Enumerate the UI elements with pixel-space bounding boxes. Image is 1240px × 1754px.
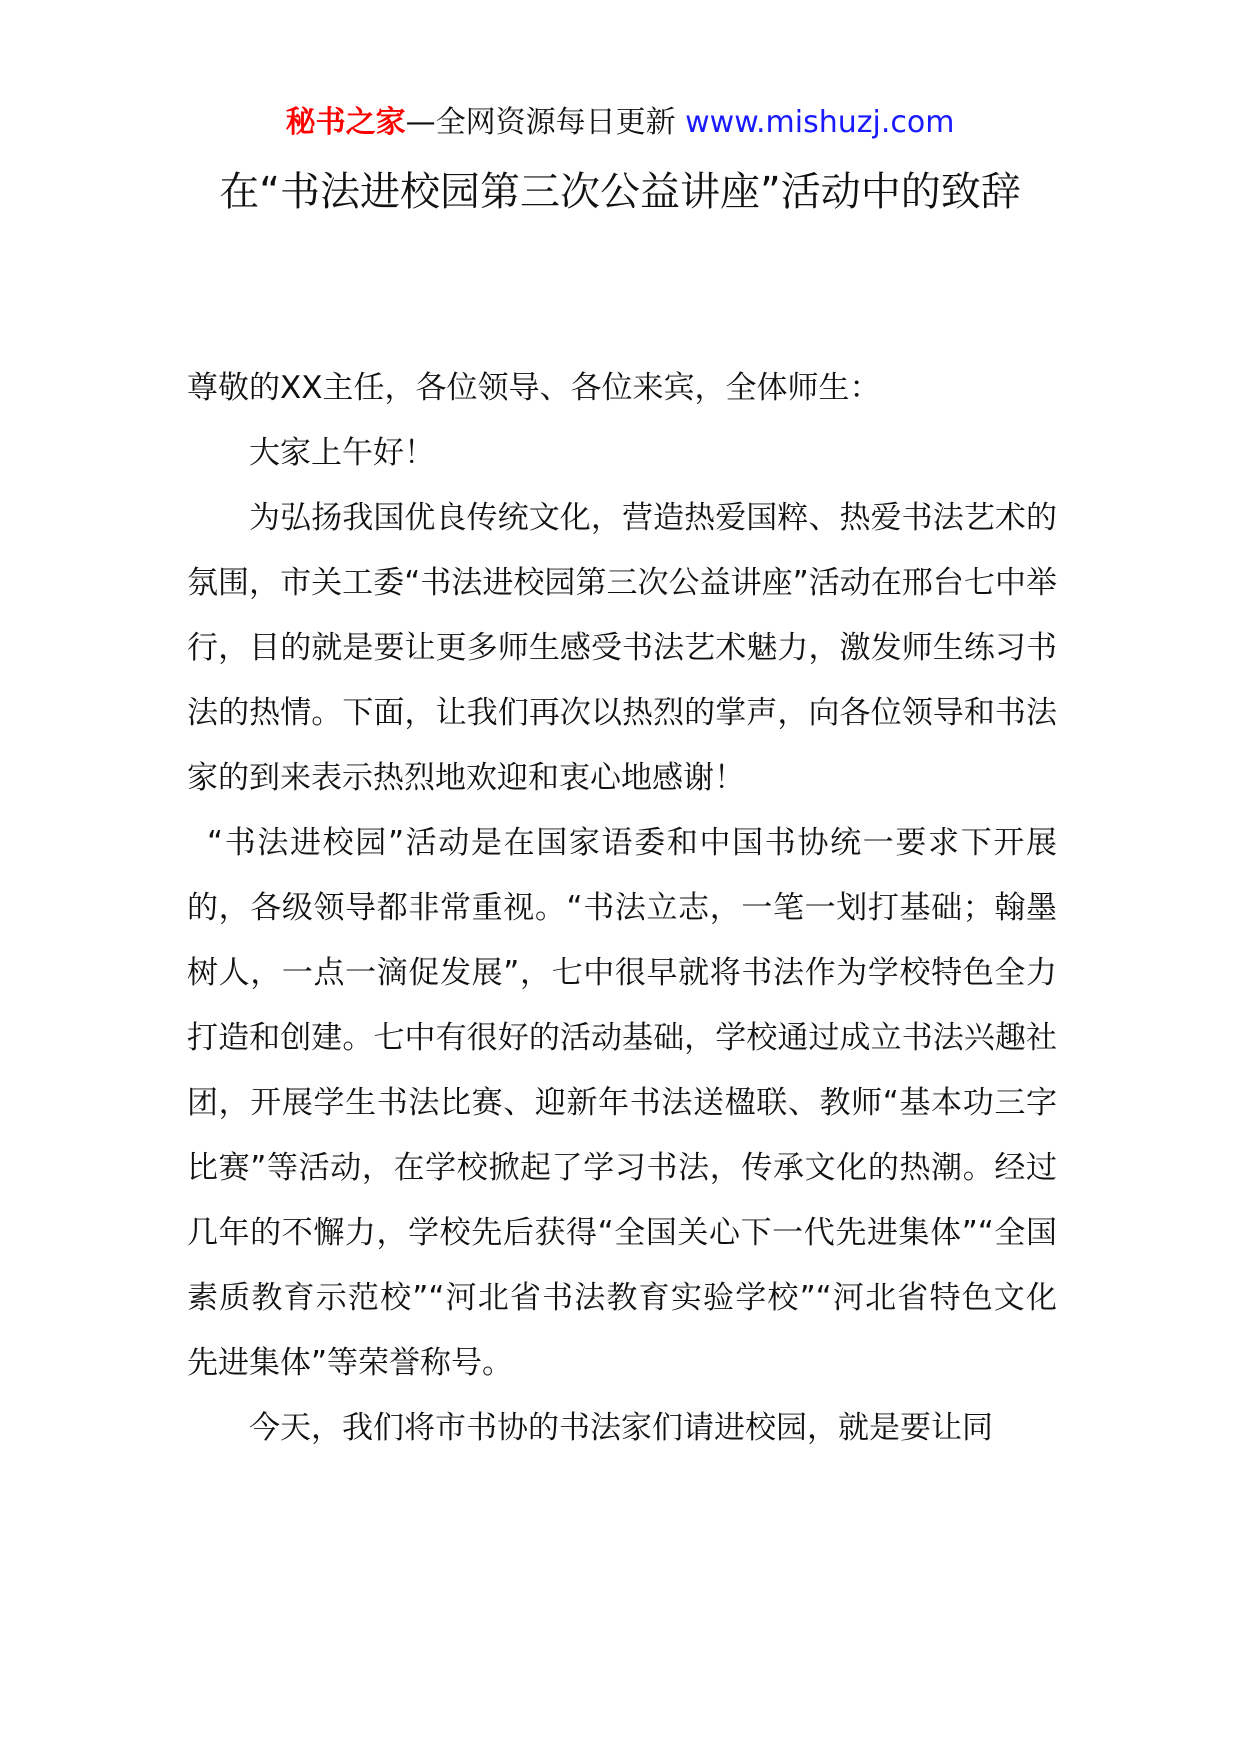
document-title: 在“书法进校园第三次公益讲座”活动中的致辞: [219, 169, 1021, 215]
paragraph: “书法进校园”活动是在国家语委和中国书协统一要求下开展的，各级领导都非常重视。“书法立志，一笔一划打基础；翰墨树人，一点一滴促发展”，七中很早就将书法作为学校特色全力打造和创建。七中有很好的活动基础，学校通过成立书法兴趣社团，开展学生书法比赛、迎新年书法送楹联、教师“基本功三字比赛”等活动，在学校掀起了学习书法，传承文化的热潮。经过几年的不懈力，学校先后获得“全国关心下一代先进集体”“全国素质教育示范校”“河北省书法教育实验学校”“河北省特色文化先进集体”等荣誉称号。: [187, 825, 1057, 1381]
site-header: [0, 103, 1240, 143]
document-body: [187, 356, 1057, 1461]
paragraph: 为弘扬我国优良传统文化，营造热爱国粹、热爱书法艺术的氛围，市关工委“书法进校园第三次公益讲座”活动在邢台七中举行，目的就是要让更多师生感受书法艺术魅力，激发师生练习书法的热情。下面，让我们再次以热烈的掌声，向各位领导和书法家的到来表示热烈地欢迎和衷心地感谢！: [187, 500, 1057, 796]
site-url-link[interactable]: www.mishuzj.com: [685, 105, 955, 140]
header-tagline: —全网资源每日更新: [405, 105, 676, 140]
paragraph: 今天，我们将市书协的书法家们请进校园，就是要让同: [249, 1410, 993, 1446]
paragraph-greeting: 大家上午好！: [249, 435, 435, 471]
brand-name: 秘书之家: [285, 105, 406, 140]
salutation: 尊敬的XX主任，各位领导、各位来宾，全体师生：: [187, 370, 881, 406]
